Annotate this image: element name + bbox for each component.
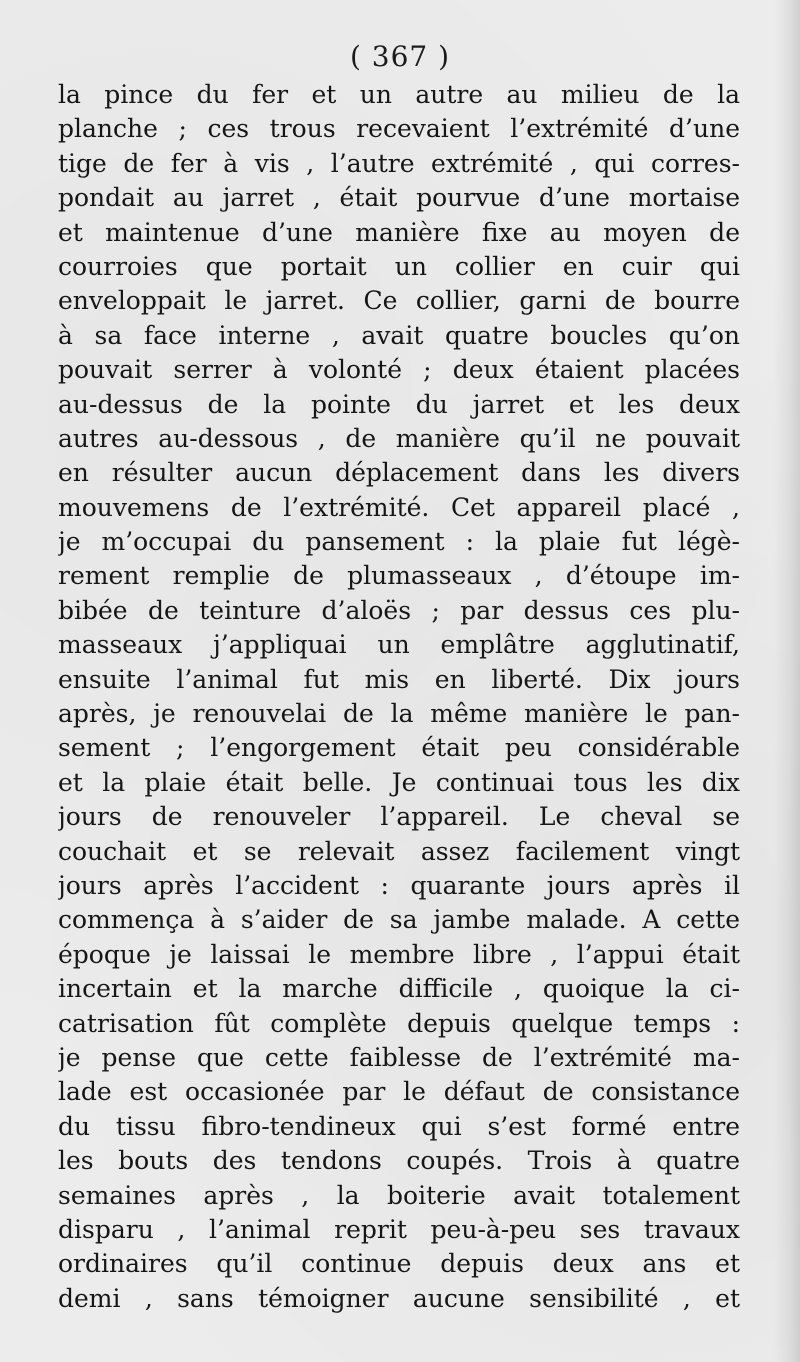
text-line: incertain et la marche difficile , quoique la ci-	[58, 974, 740, 1004]
text-line: sement ; l’engorgement était peu considérable	[58, 733, 740, 763]
text-line: et maintenue d’une manière fixe au moyen de	[58, 217, 740, 247]
text-line: jours après l’accident : quarante jours après il	[58, 870, 740, 900]
text-line: bibée de teinture d’aloës ; par dessus ces plu-	[58, 595, 740, 625]
text-line: planche ; ces trous recevaient l’extrémité d’une	[58, 114, 740, 144]
text-line: courroies que portait un collier en cuir qui	[58, 251, 740, 281]
text-line: pouvait serrer à volonté ; deux étaient placées	[58, 355, 740, 385]
text-line: à sa face interne , avait quatre boucles qu’on	[58, 320, 740, 350]
text-line: la pince du fer et un autre au milieu de la	[58, 80, 740, 109]
text-line: les bouts des tendons coupés. Trois à quatre	[58, 1146, 740, 1176]
text-line: je pense que cette faiblesse de l’extrémité ma-	[58, 1042, 740, 1072]
text-line: lade est occasionée par le défaut de consistance	[58, 1077, 740, 1107]
text-line: du tissu fibro-tendineux qui s’est formé entre	[58, 1111, 740, 1141]
page-number: ( 367 )	[349, 40, 451, 73]
text-line: je m’occupai du pansement : la plaie fut légè-	[58, 527, 740, 557]
text-line: commença à s’aider de sa jambe malade. A cette	[58, 905, 740, 935]
text-line: mouvemens de l’extrémité. Cet appareil placé ,	[58, 492, 740, 522]
text-line: en résulter aucun déplacement dans les divers	[58, 458, 740, 488]
text-line: jours de renouveler l’appareil. Le cheval se	[58, 802, 740, 832]
body-text	[58, 78, 740, 1316]
text-line: autres au-dessous , de manière qu’il ne pouvait	[58, 423, 740, 453]
text-line: au-dessus de la pointe du jarret et les deux	[58, 389, 740, 419]
text-line: ensuite l’animal fut mis en liberté. Dix jours	[58, 664, 740, 694]
text-line: pondait au jarret , était pourvue d’une mortaise	[58, 183, 740, 213]
text-line: rement remplie de plumasseaux , d’étoupe im-	[58, 561, 740, 591]
text-line: catrisation fût complète depuis quelque temps :	[58, 1008, 740, 1038]
text-line: enveloppait le jarret. Ce collier, garni de bourre	[58, 286, 740, 316]
text-line: semaines après , la boiterie avait totalement	[58, 1180, 740, 1210]
text-line: et la plaie était belle. Je continuai tous les dix	[58, 767, 740, 797]
text-line: tige de fer à vis , l’autre extrémité , qui corres-	[58, 148, 740, 178]
text-line: époque je laissai le membre libre , l’appui était	[58, 939, 740, 969]
text-line: disparu , l’animal reprit peu-à-peu ses travaux	[58, 1214, 740, 1244]
text-line: couchait et se relevait assez facilement vingt	[58, 836, 740, 866]
text-line: ordinaires qu’il continue depuis deux ans et	[58, 1249, 740, 1279]
page-edge-shadow	[774, 0, 800, 1362]
text-line: masseaux j’appliquai un emplâtre agglutinatif,	[58, 630, 740, 660]
text-line: après, je renouvelai de la même manière le pan-	[58, 699, 740, 729]
text-line: demi , sans témoigner aucune sensibilité , et	[58, 1283, 740, 1313]
